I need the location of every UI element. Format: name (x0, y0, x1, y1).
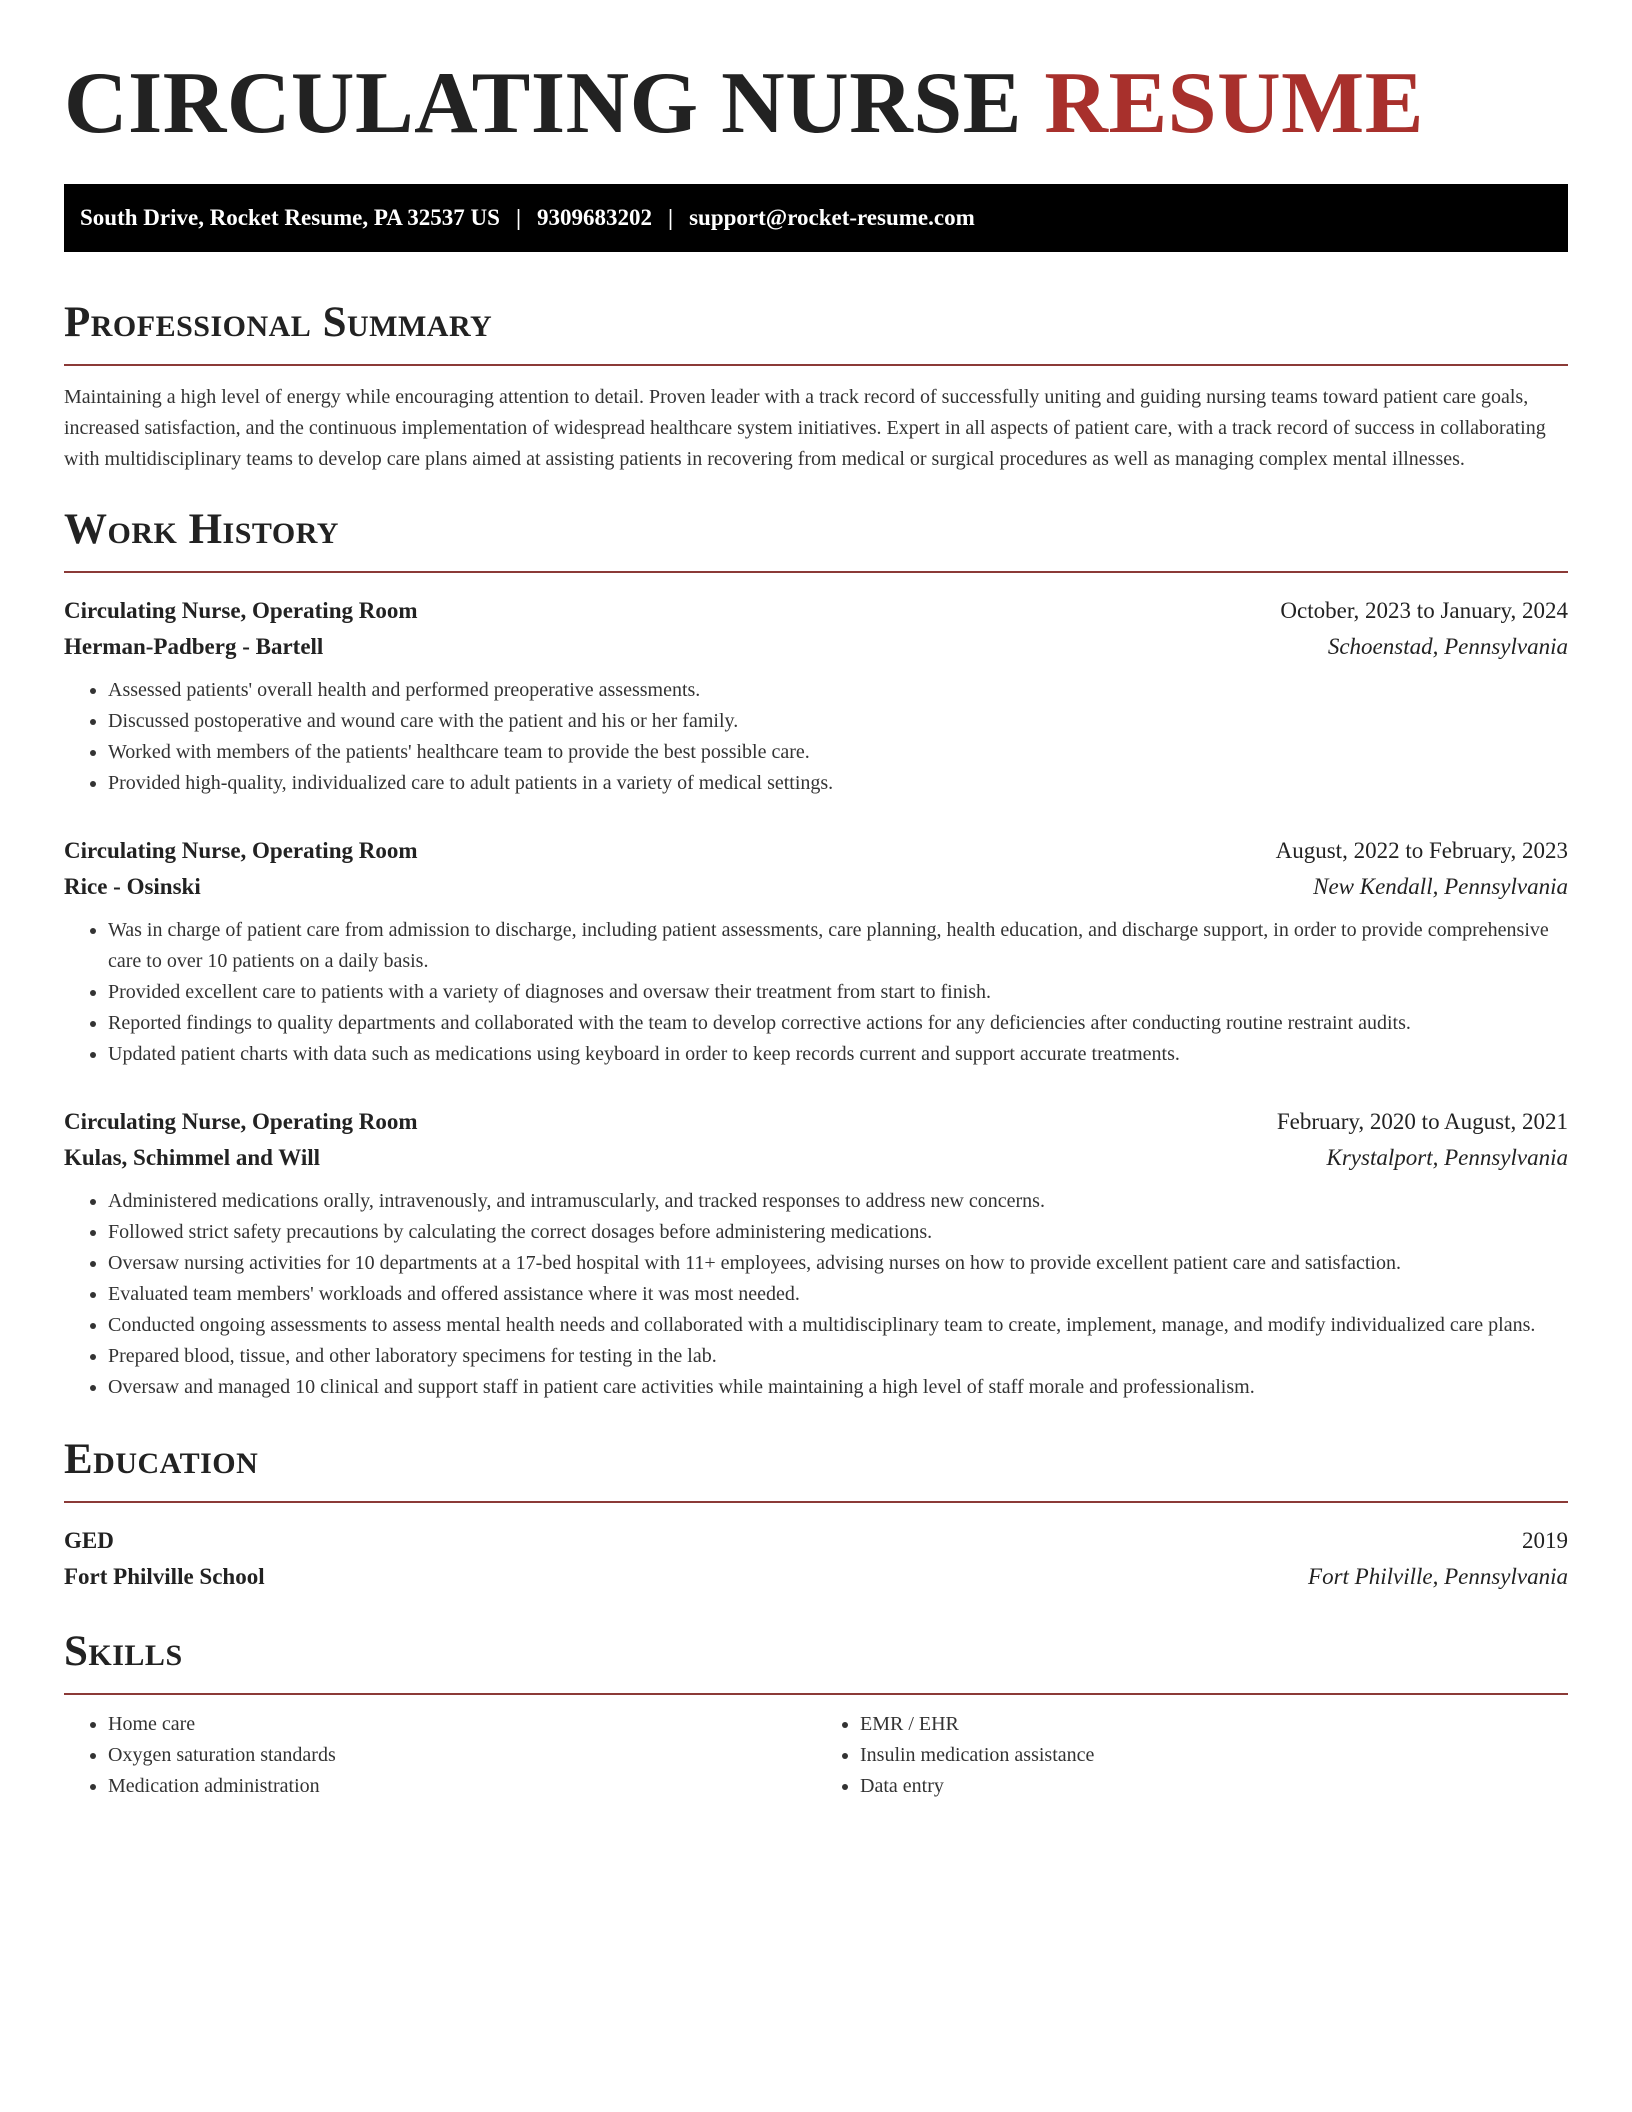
contact-separator: | (668, 205, 674, 230)
job-bullet: • Followed strict safety precautions by calculating the correct dosages before administering medications. (108, 1217, 1568, 1248)
job-dates: October, 2023 to January, 2024 (1280, 598, 1568, 623)
education-header-row (64, 1523, 1568, 1559)
job-entry (64, 1104, 1568, 1403)
contact-separator: | (515, 205, 522, 230)
skills-grid (64, 1709, 1568, 1802)
skill-item: • Insulin medication assistance (860, 1740, 1568, 1771)
job-bullet: • Administered medications orally, intravenously, and intramuscularly, and tracked responses to address new concerns. (108, 1186, 1568, 1217)
contact-bar (64, 184, 1568, 252)
job-header-row (64, 833, 1568, 869)
job-employer: Herman-Padberg - Bartell (64, 634, 324, 659)
job-bullet: • Assessed patients' overall health and performed preoperative assessments. (108, 675, 1568, 706)
job-bullet: • Reported findings to quality departments and collaborated with the team to develop corrective actions for any deficiencies after conducting routine restraint audits. (108, 1008, 1568, 1039)
skill-item: • Data entry (860, 1771, 1568, 1802)
summary-text: Maintaining a high level of energy while encouraging attention to detail. Proven leader with a track record of successfully uniting and guiding nursing teams toward patient care goals, increased satisfaction, and the continuous implementation of widespread healthcare system initiatives. Expert in all aspects of patient care, with a track record of success in collaborating with multidisciplinary teams to develop care plans aimed at assisting patients in recovering from medical or surgical procedures as well as managing complex mental illnesses. (64, 386, 1546, 470)
job-bullets (64, 675, 1568, 799)
skill-item: • EMR / EHR (860, 1709, 1568, 1740)
job-header-row (64, 1104, 1568, 1140)
education-year: 2019 (1522, 1528, 1568, 1553)
job-location: Schoenstad, Pennsylvania (1327, 634, 1568, 659)
job-bullets (64, 1186, 1568, 1403)
education-section (64, 1433, 1568, 1595)
education-degree: GED (64, 1528, 114, 1553)
skills-column-left (64, 1709, 816, 1802)
contact-email: support@rocket-resume.com (689, 205, 975, 230)
title-accent: RESUME (1044, 55, 1424, 152)
work-history-heading: Work History (64, 506, 339, 553)
job-header-row (64, 593, 1568, 629)
skills-column-right (816, 1709, 1568, 1802)
job-employer: Rice - Osinski (64, 874, 201, 899)
summary-heading: Professional Summary (64, 299, 493, 346)
job-bullet: • Conducted ongoing assessments to assess mental health needs and collaborated with a multidisciplinary team to create, implement, manage, and modify individualized care plans. (108, 1310, 1568, 1341)
job-bullet: • Was in charge of patient care from admission to discharge, including patient assessments, care planning, health education, and discharge support, in order to provide comprehensive care to over 10 patients on a daily basis. (108, 915, 1568, 977)
education-heading: Education (64, 1436, 259, 1483)
section-divider (64, 364, 1568, 366)
section-divider (64, 571, 1568, 573)
job-employer-row (64, 1140, 1568, 1176)
resume-title (64, 52, 1568, 156)
job-title: Circulating Nurse, Operating Room (64, 838, 418, 863)
skills-section (64, 1625, 1568, 1802)
job-bullet: • Oversaw nursing activities for 10 departments at a 17-bed hospital with 11+ employees, advising nurses on how to provide excellent patient care and satisfaction. (108, 1248, 1568, 1279)
job-dates: August, 2022 to February, 2023 (1275, 838, 1568, 863)
job-location: New Kendall, Pennsylvania (1313, 874, 1568, 899)
skills-heading: Skills (64, 1628, 183, 1675)
job-bullet: • Oversaw and managed 10 clinical and support staff in patient care activities while maintaining a high level of staff morale and professionalism. (108, 1372, 1568, 1403)
job-entry (64, 833, 1568, 1070)
summary-section (64, 296, 1568, 475)
job-title: Circulating Nurse, Operating Room (64, 1109, 418, 1134)
job-title: Circulating Nurse, Operating Room (64, 598, 418, 623)
job-bullet: • Worked with members of the patients' healthcare team to provide the best possible care. (108, 737, 1568, 768)
job-bullets (64, 915, 1568, 1070)
job-bullet: • Prepared blood, tissue, and other laboratory specimens for testing in the lab. (108, 1341, 1568, 1372)
job-bullet: • Discussed postoperative and wound care with the patient and his or her family. (108, 706, 1568, 737)
skill-item: • Medication administration (108, 1771, 816, 1802)
section-divider (64, 1501, 1568, 1503)
job-entry (64, 593, 1568, 799)
skill-item: • Oxygen saturation standards (108, 1740, 816, 1771)
job-dates: February, 2020 to August, 2021 (1276, 1109, 1568, 1134)
education-school: Fort Philville School (64, 1564, 265, 1589)
skill-item: • Home care (108, 1709, 816, 1740)
education-entry (64, 1523, 1568, 1595)
job-bullet: • Provided high-quality, individualized care to adult patients in a variety of medical settings. (108, 768, 1568, 799)
contact-address: South Drive, Rocket Resume, PA 32537 US (80, 205, 500, 230)
education-location: Fort Philville, Pennsylvania (1308, 1564, 1568, 1589)
title-main: CIRCULATING NURSE (64, 55, 1022, 152)
job-bullet: • Evaluated team members' workloads and offered assistance where it was most needed. (108, 1279, 1568, 1310)
section-divider (64, 1693, 1568, 1695)
job-employer-row (64, 629, 1568, 665)
job-employer-row (64, 869, 1568, 905)
job-location: Krystalport, Pennsylvania (1326, 1145, 1568, 1170)
contact-phone: 9309683202 (537, 205, 653, 230)
education-school-row (64, 1559, 1568, 1595)
job-bullet: • Provided excellent care to patients with a variety of diagnoses and oversaw their treatment from start to finish. (108, 977, 1568, 1008)
work-history-section (64, 503, 1568, 1403)
job-employer: Kulas, Schimmel and Will (64, 1145, 321, 1170)
job-bullet: • Updated patient charts with data such as medications using keyboard in order to keep records current and support accurate treatments. (108, 1039, 1568, 1070)
